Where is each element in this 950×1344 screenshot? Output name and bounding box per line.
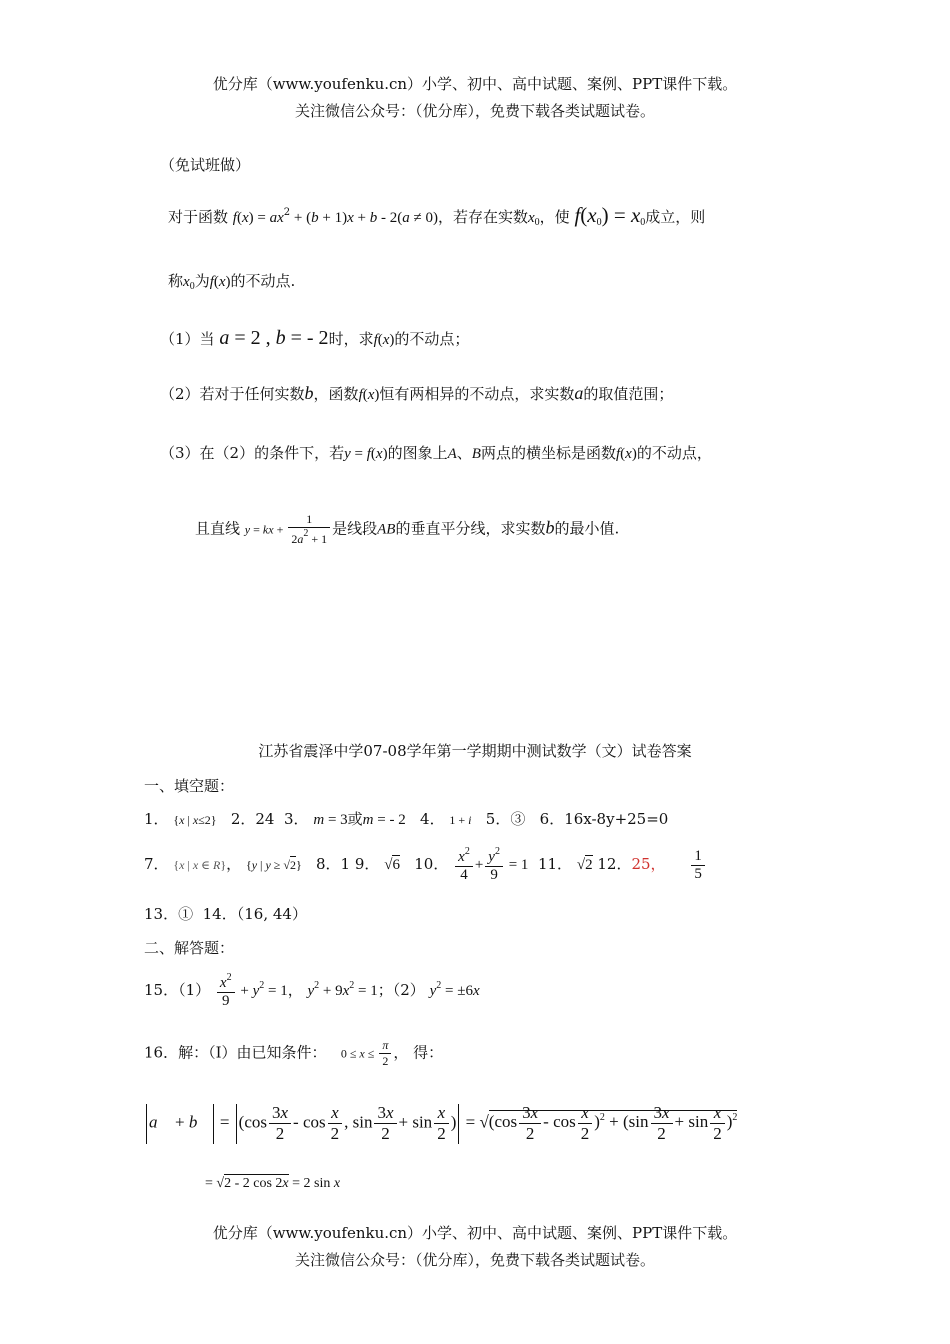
problem-tag: （免试班做） <box>160 156 251 174</box>
section-fill-in: 一、填空题： <box>144 777 235 795</box>
question-2: （2）若对于任何实数b，函数f(x)恒有两相异的不动点，求实数a的取值范围； <box>160 383 674 403</box>
answer-title: 江苏省震泽中学07-08学年第一学期期中测试数学（文）试卷答案 <box>258 742 692 760</box>
problem-intro-line2: 称$x_0$为f(x)的不动点. <box>168 272 296 292</box>
problem-intro-line1: 对于函数 $f(x) = ax^2 + (b + 1)x + b - 2(a \ne 0)$，若存在实数$x_0$，使 $f(x_0) = x_0$成立，则 <box>168 203 706 228</box>
question-3-line2: 且直线 y = kx + $\frac{1}{2a^2 + 1}$ 是线段AB的垂直平分线，求实数b的最小值. <box>195 512 620 546</box>
footer-line-2: 关注微信公众号：（优分库），免费下载各类试题试卷。 <box>294 1251 655 1269</box>
header-line-2: 关注微信公众号：（优分库），免费下载各类试题试卷。 <box>294 102 655 120</box>
answer-16-equation: a⃗ + b⃗ = (cos $\frac{3x}{2}$ - cos $\frac{x}{2}$ , sin $\frac{3x}{2}$ + sin $\frac{x}{2}$ ) = √(cos $\frac{3x}{2}$ - cos $\frac{x}{2}$ )$^2$ + (sin $\frac{3x}{2}$ + sin $\frac{x}{2}$ )$^2$ <box>144 1103 737 1144</box>
answer-15: 15．（1） $\frac{x^2}{9}$ + $y^2 = 1$， $y^2 + 9x^2 = 1$；（2） $y^2 = \pm 6x$ <box>144 972 480 1009</box>
answer-16-result: = √2 - 2 cos 2x = 2 sin x <box>205 1176 341 1191</box>
answer-16-intro: 16．解：（I）由已知条件： 0 ≤ x ≤ $\frac{\pi}{2}$ ， 得： <box>144 1038 444 1068</box>
header-line-1: 优分库（www.youfenku.cn）小学、初中、高中试题、案例、PPT课件下载。 <box>212 75 738 93</box>
answers-row-3: 13．① 14．（16, 44） <box>144 905 307 923</box>
answers-row-2: 7． {x | x ∈ R}， {y | y ≥ √2} 8．1 9． √6 10． $\frac{x^2}{4}$ + $\frac{y^2}{9}$ = 1 11． √2 12．25， $\frac{1}{5}$ <box>144 846 707 884</box>
question-1: （1）当 a = 2 , b = - 2时，求f(x)的不动点； <box>160 327 470 349</box>
question-3: （3）在（2）的条件下，若y = f(x)的图象上A、B两点的横坐标是函数f(x)的不动点， <box>160 444 712 462</box>
section-solutions: 二、解答题： <box>144 939 235 957</box>
footer-line-1: 优分库（www.youfenku.cn）小学、初中、高中试题、案例、PPT课件下载。 <box>212 1224 738 1242</box>
answers-row-1: 1． {x | x≤2} 2．24 3． m = 3或m = - 2 4． 1 + i 5．③ 6．16x-8y+25=0 <box>144 810 669 828</box>
